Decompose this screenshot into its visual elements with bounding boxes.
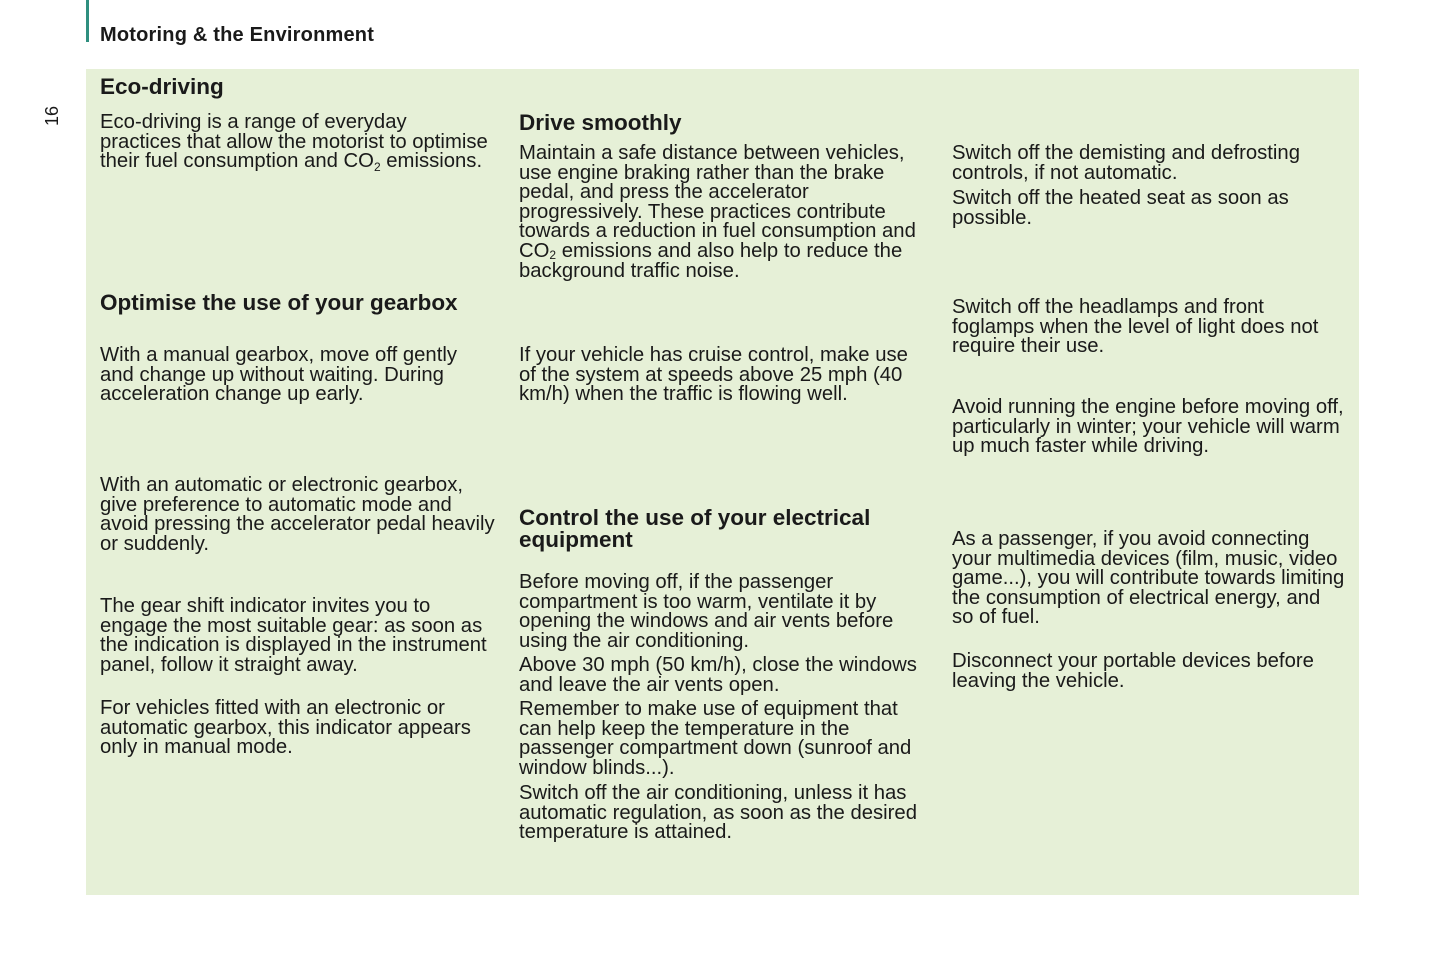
section-accent-bar (86, 0, 89, 42)
intro-text-end: emissions. (380, 150, 483, 173)
indicator-manual-mode-paragraph: For vehicles fitted with an electronic or automatic gearbox, this indicator appears only in manual mode. (100, 697, 471, 759)
eco-driving-intro (100, 111, 490, 175)
intro-text: Eco-driving is a range of everyday practices that allow the motorist to optimise their fuel consumption and CO (100, 111, 488, 173)
drive-smoothly-heading: Drive smoothly (519, 110, 682, 135)
gearbox-heading: Optimise the use of your gearbox (100, 290, 458, 315)
electrical-equipment-heading: Control the use of your electrical equipment (519, 505, 871, 552)
cruise-control-paragraph: If your vehicle has cruise control, make use of the system at speeds above 25 mph (40 km/h) when the traffic is flowing well. (519, 344, 908, 406)
automatic-gearbox-paragraph: With an automatic or electronic gearbox, give preference to automatic mode and avoid pressing the accelerator pedal heavily or suddenly. (100, 474, 495, 555)
co2-subscript: 2 (549, 247, 557, 262)
heated-seat-paragraph: Switch off the heated seat as soon as possible. (952, 187, 1289, 229)
co2-subscript: 2 (373, 160, 381, 175)
engine-warmup-paragraph: Avoid running the engine before moving off, particularly in winter; your vehicle will warm up much faster while driving. (952, 396, 1344, 458)
temperature-equipment-paragraph: Remember to make use of equipment that can help keep the temperature in the passenger compartment down (sunroof and window blinds...). (519, 698, 912, 779)
page-number: 16 (42, 105, 62, 127)
safe-distance-text-end: emissions and also help to reduce the background traffic noise. (519, 239, 903, 282)
safe-distance-paragraph (519, 144, 921, 281)
headlamps-paragraph: Switch off the headlamps and front foglamps when the level of light does not require their use. (952, 296, 1319, 358)
demisting-paragraph: Switch off the demisting and defrosting controls, if not automatic. (952, 142, 1300, 184)
safe-distance-text: Maintain a safe distance between vehicles, use engine braking rather than the brake pedal, and press the accelerator progressively. These practices contribute towards a reduction in fuel consumption and CO (519, 142, 916, 262)
air-conditioning-paragraph: Switch off the air conditioning, unless it has automatic regulation, as soon as the desired temperature is attained. (519, 782, 917, 844)
manual-gearbox-paragraph: With a manual gearbox, move off gently and change up without waiting. During acceleration change up early. (100, 344, 457, 406)
multimedia-devices-paragraph: As a passenger, if you avoid connecting your multimedia devices (film, music, video game...), you will contribute towards limiting the consumption of electrical energy, and so of fuel. (952, 528, 1345, 629)
ventilate-paragraph: Before moving off, if the passenger compartment is too warm, ventilate it by opening the windows and air vents before using the air conditioning. (519, 571, 894, 652)
portable-devices-paragraph: Disconnect your portable devices before leaving the vehicle. (952, 650, 1314, 692)
section-title: Motoring & the Environment (100, 24, 375, 46)
eco-driving-heading: Eco-driving (100, 74, 224, 99)
gear-shift-indicator-paragraph: The gear shift indicator invites you to engage the most suitable gear: as soon as the indication is displayed in the instrument panel, follow it straight away. (100, 595, 487, 676)
close-windows-paragraph: Above 30 mph (50 km/h), close the windows and leave the air vents open. (519, 654, 917, 696)
